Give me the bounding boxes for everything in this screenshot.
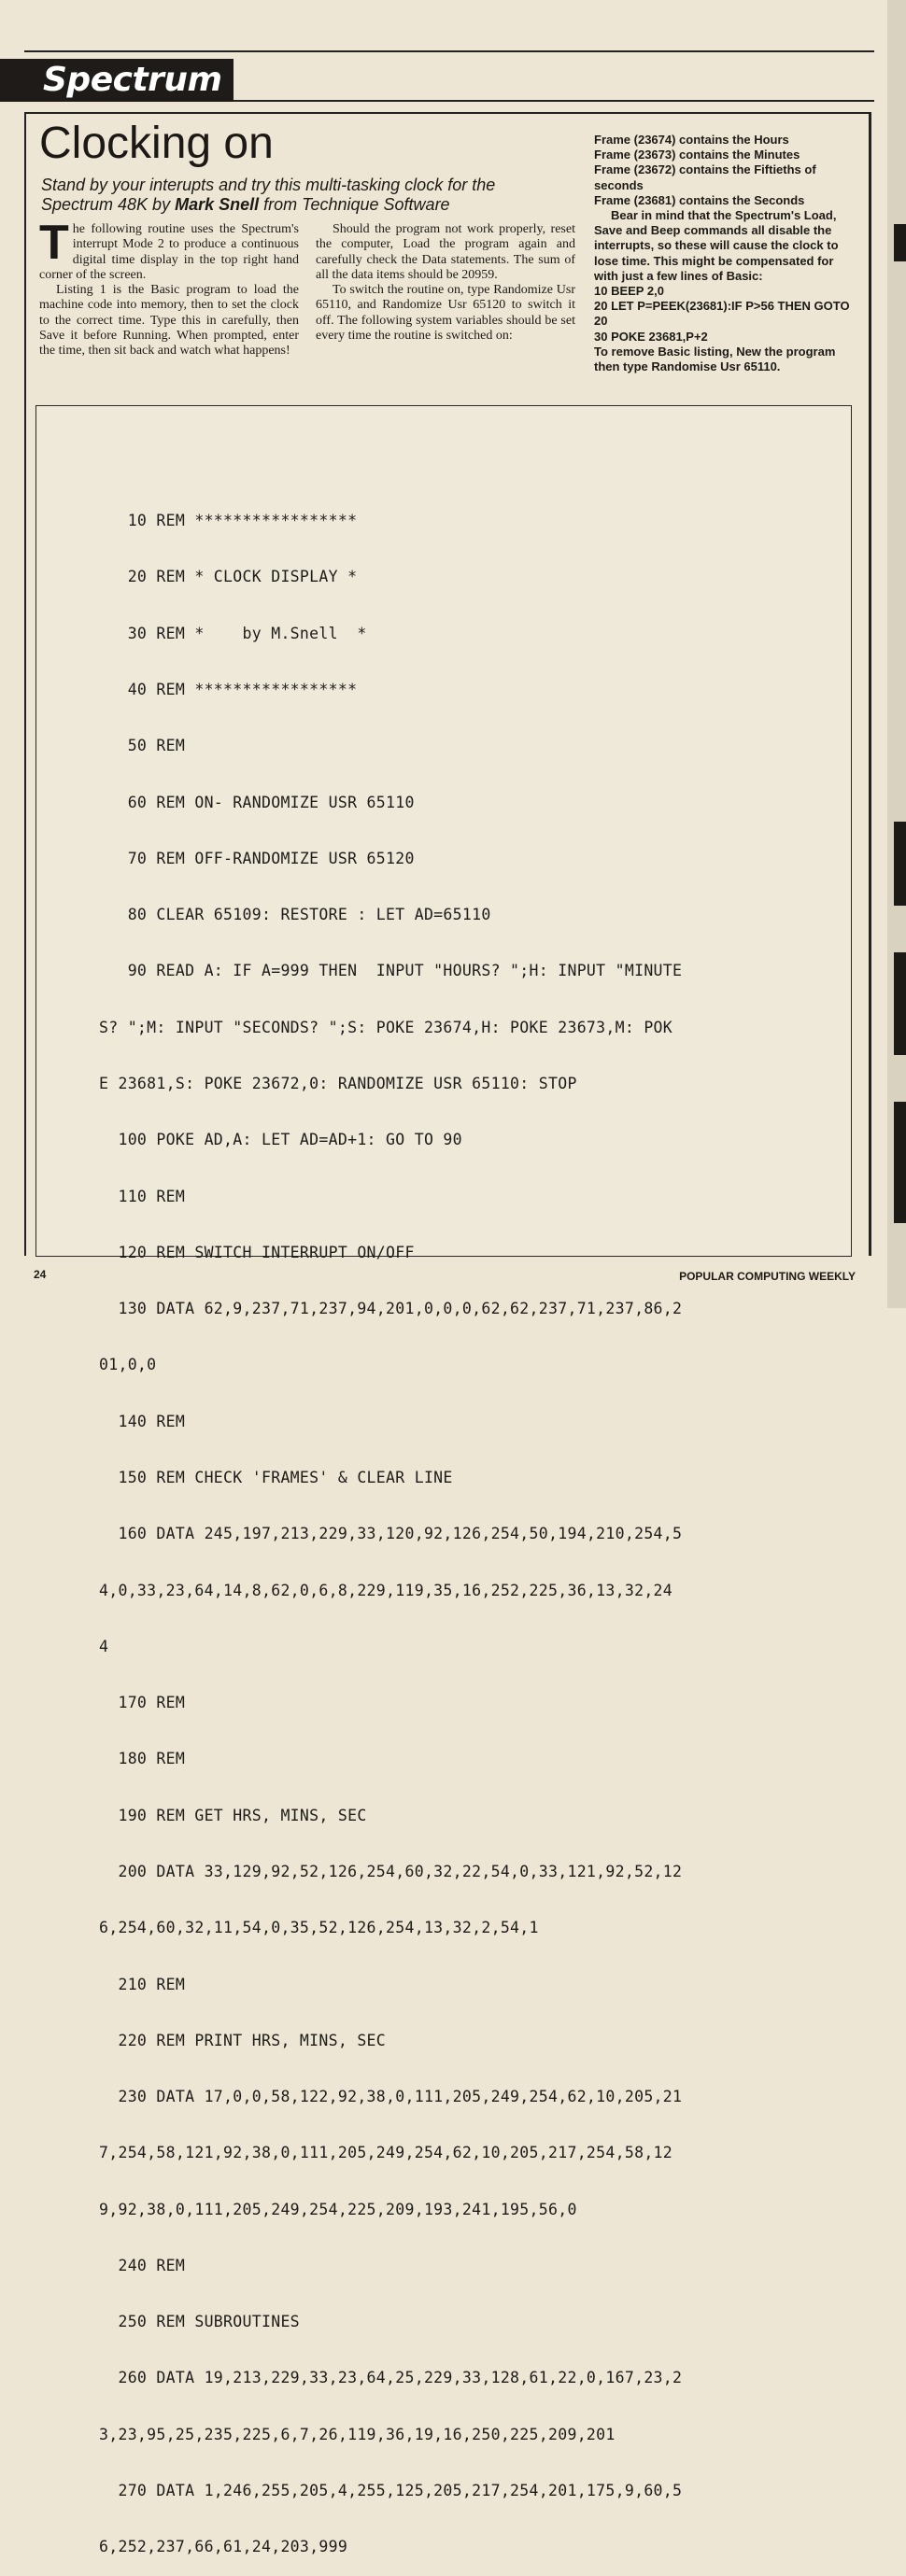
listing-line: 140 REM xyxy=(99,1412,186,1430)
page-number: 24 xyxy=(34,1268,47,1281)
frame-minutes: Frame (23673) contains the Minutes xyxy=(594,148,800,162)
listing-line: 150 REM CHECK 'FRAMES' & CLEAR LINE xyxy=(99,1468,453,1486)
frame-seconds: Frame (23681) contains the Seconds xyxy=(594,192,805,207)
section-label: Spectrum xyxy=(43,61,222,99)
listing-line: 180 REM xyxy=(99,1750,186,1768)
top-rule xyxy=(24,50,874,52)
listing-line: 260 DATA 19,213,229,33,23,64,25,229,33,128,61,22,0,167,23,2 xyxy=(99,2369,683,2387)
body-column-2 xyxy=(316,222,575,344)
listing-line: 120 REM SWITCH INTERRUPT ON/OFF xyxy=(99,1243,415,1261)
listing-line: 230 DATA 17,0,0,58,122,92,38,0,111,205,249,254,62,10,205,21 xyxy=(99,2088,683,2106)
listing-line: 30 REM * by M.Snell * xyxy=(99,624,367,642)
basic-listing xyxy=(99,474,781,2576)
listing-line: 01,0,0 xyxy=(99,1356,157,1374)
listing-line: 270 DATA 1,246,255,205,4,255,125,205,217,254,201,175,9,60,5 xyxy=(99,2482,683,2500)
code-line-2: 20 LET P=PEEK(23681):IF P>56 THEN GOTO 20 xyxy=(594,299,850,329)
section-rule xyxy=(234,100,874,102)
listing-line: 100 POKE AD,A: LET AD=AD+1: GO TO 90 xyxy=(99,1131,462,1149)
listing-line: 20 REM * CLOCK DISPLAY * xyxy=(99,568,358,586)
listing-line: 240 REM xyxy=(99,2256,186,2274)
page-edge-shadow xyxy=(894,1102,906,1223)
paragraph-1 xyxy=(39,216,299,283)
listing-line: S? ";M: INPUT "SECONDS? ";S: POKE 23674,H: POKE 23673,M: POK xyxy=(99,1018,673,1036)
article-left-rule xyxy=(24,112,26,1256)
standfirst-lead: Stand by your interupts and try this multi-tasking clock for the Spectrum 48K by xyxy=(41,176,496,214)
code-line-1: 10 BEEP 2,0 xyxy=(594,284,664,299)
frame-fiftieths: Frame (23672) contains the Fiftieths of seconds xyxy=(594,162,816,192)
listing-line: 210 REM xyxy=(99,1975,186,1993)
listing-line: 6,252,237,66,61,24,203,999 xyxy=(99,2538,348,2556)
listing-line: 10 REM ***************** xyxy=(99,512,358,530)
listing-line: 6,254,60,32,11,54,0,35,52,126,254,13,32,2,54,1 xyxy=(99,1919,539,1937)
paragraph-4: To switch the routine on, type Randomize Usr 65110, and Randomize Usr 65120 to switch it off. The following system variables should be set every time the routine is switched on: xyxy=(316,283,575,344)
paragraph-2: Listing 1 is the Basic program to load the machine code into memory, then to set the clock to the correct time. Type this in carefully, then Save it before Running. When prompted, enter the time, then sit back and watch what happens! xyxy=(39,283,299,359)
code-line-3: 30 POKE 23681,P+2 xyxy=(594,329,708,344)
listing-line: 50 REM xyxy=(99,737,186,755)
article-title: Clocking on xyxy=(39,119,274,168)
paragraph-3: Should the program not work properly, reset the computer, Load the program again and carefully check the Data statements. The sum of all the data items should be 20959. xyxy=(316,222,575,282)
standfirst-author: Mark Snell xyxy=(175,195,260,214)
page-edge-shadow xyxy=(894,224,906,261)
page-edge-shadow xyxy=(894,952,906,1055)
listing-line: 80 CLEAR 65109: RESTORE : LET AD=65110 xyxy=(99,906,491,924)
listing-line: 250 REM SUBROUTINES xyxy=(99,2313,300,2331)
listing-line: 200 DATA 33,129,92,52,126,254,60,32,22,54,0,33,121,92,52,12 xyxy=(99,1862,683,1880)
listing-line: 110 REM xyxy=(99,1187,186,1205)
listing-line: 170 REM xyxy=(99,1694,186,1712)
listing-line: 4 xyxy=(99,1637,109,1655)
listing-line: 220 REM PRINT HRS, MINS, SEC xyxy=(99,2031,387,2049)
frame-hours: Frame (23674) contains the Hours xyxy=(594,133,789,147)
page-edge-shadow xyxy=(894,822,906,906)
article-box-rule xyxy=(24,112,871,114)
listing-line: E 23681,S: POKE 23672,0: RANDOMIZE USR 65110: STOP xyxy=(99,1075,577,1092)
drop-cap: T xyxy=(39,216,69,270)
listing-line: 3,23,95,25,235,225,6,7,26,119,36,19,16,250,225,209,201 xyxy=(99,2425,616,2443)
paragraph-6: To remove Basic listing, New the program then type Randomise Usr 65110. xyxy=(594,344,836,374)
listing-line: 160 DATA 245,197,213,229,33,120,92,126,254,50,194,210,254,5 xyxy=(99,1525,683,1543)
body-column-3 xyxy=(594,133,856,374)
listing-line: 7,254,58,121,92,38,0,111,205,249,254,62,10,205,217,254,58,12 xyxy=(99,2144,673,2162)
listing-line: 4,0,33,23,64,14,8,62,0,6,8,229,119,35,16,252,225,36,13,32,24 xyxy=(99,1581,673,1599)
magazine-masthead: POPULAR COMPUTING WEEKLY xyxy=(679,1270,856,1283)
listing-line: 40 REM ***************** xyxy=(99,681,358,699)
listing-line: 60 REM ON- RANDOMIZE USR 65110 xyxy=(99,793,415,811)
body-column-1 xyxy=(39,216,299,359)
listing-line: 9,92,38,0,111,205,249,254,225,209,193,241,195,56,0 xyxy=(99,2200,577,2218)
standfirst xyxy=(41,176,564,215)
listing-line: 90 READ A: IF A=999 THEN INPUT "HOURS? ";H: INPUT "MINUTE xyxy=(99,962,683,980)
standfirst-tail: from Technique Software xyxy=(259,195,450,214)
paragraph-1-text: he following routine uses the Spectrum's interrupt Mode 2 to produce a continuous digital time display in the top right hand corner of the screen. xyxy=(39,222,299,282)
article-right-rule xyxy=(869,112,871,1256)
paragraph-5: Bear in mind that the Spectrum's Load, Save and Beep commands all disable the interrupts, so these will cause the clock to lose time. This might be compensated for with just a few lines of Basic: xyxy=(594,208,839,283)
listing-line: 130 DATA 62,9,237,71,237,94,201,0,0,0,62,62,237,71,237,86,2 xyxy=(99,1300,683,1318)
listing-line: 70 REM OFF-RANDOMIZE USR 65120 xyxy=(99,849,415,867)
listing-line: 190 REM GET HRS, MINS, SEC xyxy=(99,1806,367,1824)
